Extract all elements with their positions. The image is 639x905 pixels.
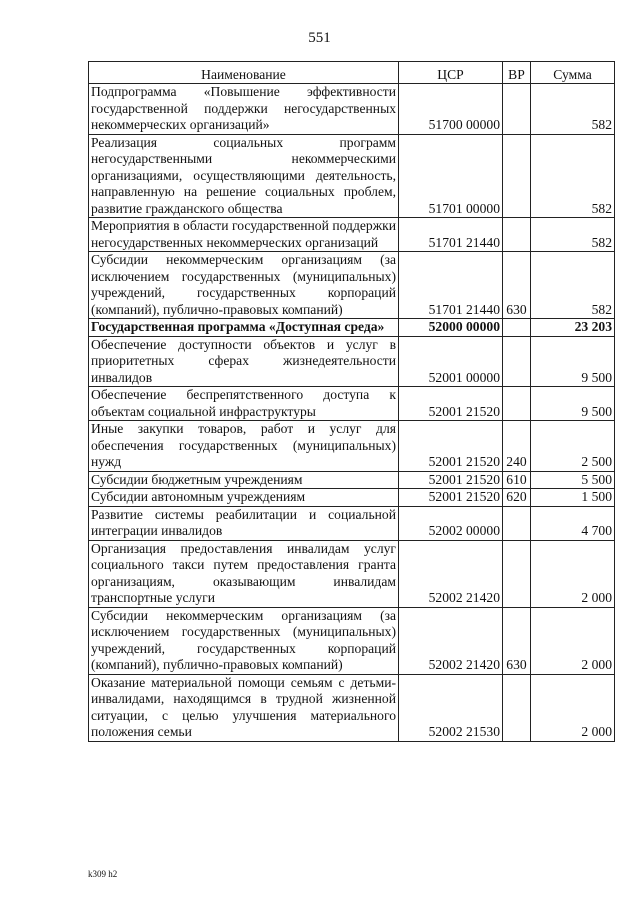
table-row [89, 471, 615, 489]
table-row [89, 319, 615, 337]
cell-csr: 52002 21420 [399, 607, 503, 674]
cell-csr: 52002 00000 [399, 506, 503, 540]
cell-sum: 2 000 [531, 540, 615, 607]
cell-csr: 52002 21420 [399, 540, 503, 607]
cell-sum: 582 [531, 134, 615, 218]
cell-csr: 52000 00000 [399, 319, 503, 337]
cell-sum: 582 [531, 252, 615, 319]
table-row [89, 607, 615, 674]
cell-sum: 4 700 [531, 506, 615, 540]
header-csr: ЦСР [399, 62, 503, 84]
table-row [89, 506, 615, 540]
cell-sum: 2 500 [531, 421, 615, 472]
cell-csr: 52001 21520 [399, 387, 503, 421]
cell-name: Обеспечение беспрепятственного доступа к объектам социальной инфраструктуры [89, 387, 399, 421]
cell-csr: 52001 21520 [399, 489, 503, 507]
cell-sum: 582 [531, 84, 615, 135]
cell-vr [503, 674, 531, 741]
cell-csr: 52001 00000 [399, 336, 503, 387]
table-row [89, 421, 615, 472]
table-row [89, 387, 615, 421]
cell-name: Субсидии некоммерческим организациям (за исключением государственных (муниципальных) учреждений, государственных корпораций (компаний), публично-правовых компаний) [89, 607, 399, 674]
cell-vr [503, 387, 531, 421]
cell-vr [503, 319, 531, 337]
cell-sum: 2 000 [531, 607, 615, 674]
cell-name: Государственная программа «Доступная среда» [89, 319, 399, 337]
header-vr: ВР [503, 62, 531, 84]
page-number: 551 [308, 30, 331, 46]
cell-name: Оказание материальной помощи семьям с детьми-инвалидами, находящимся в трудной жизненной ситуации, с целью улучшения материального положения семьи [89, 674, 399, 741]
table-row [89, 252, 615, 319]
cell-name: Подпрограмма «Повышение эффективности государственной поддержки негосударственных некоммерческих организаций» [89, 84, 399, 135]
cell-sum: 9 500 [531, 336, 615, 387]
table-row [89, 134, 615, 218]
cell-vr: 610 [503, 471, 531, 489]
header-name: Наименование [89, 62, 399, 84]
cell-name: Обеспечение доступности объектов и услуг в приоритетных сферах жизнедеятельности инвалидов [89, 336, 399, 387]
cell-name: Развитие системы реабилитации и социальной интеграции инвалидов [89, 506, 399, 540]
cell-name: Субсидии бюджетным учреждениям [89, 471, 399, 489]
budget-table [88, 61, 615, 742]
table-row [89, 489, 615, 507]
cell-sum: 23 203 [531, 319, 615, 337]
cell-csr: 51701 00000 [399, 134, 503, 218]
table-header-row [89, 62, 615, 84]
cell-sum: 2 000 [531, 674, 615, 741]
cell-vr [503, 506, 531, 540]
cell-csr: 52001 21520 [399, 471, 503, 489]
cell-sum: 5 500 [531, 471, 615, 489]
cell-vr [503, 540, 531, 607]
cell-vr: 620 [503, 489, 531, 507]
cell-sum: 582 [531, 218, 615, 252]
header-sum: Сумма [531, 62, 615, 84]
table-row [89, 336, 615, 387]
table-row [89, 218, 615, 252]
cell-name: Организация предоставления инвалидам услуг социального такси путем предоставления гранта организациям, оказывающим инвалидам транспортные услуги [89, 540, 399, 607]
cell-vr: 630 [503, 252, 531, 319]
cell-csr: 52002 21530 [399, 674, 503, 741]
cell-vr [503, 84, 531, 135]
cell-name: Иные закупки товаров, работ и услуг для обеспечения государственных (муниципальных) нужд [89, 421, 399, 472]
cell-name: Мероприятия в области государственной поддержки негосударственных некоммерческих организаций [89, 218, 399, 252]
cell-sum: 1 500 [531, 489, 615, 507]
footer-code: k309 h2 [88, 869, 118, 879]
cell-vr [503, 218, 531, 252]
cell-name: Субсидии автономным учреждениям [89, 489, 399, 507]
cell-name: Реализация социальных программ негосударственными некоммерческими организациями, осуществляющими деятельность, направленную на решение социальных проблем, развитие гражданского общества [89, 134, 399, 218]
cell-sum: 9 500 [531, 387, 615, 421]
cell-vr: 630 [503, 607, 531, 674]
cell-vr [503, 134, 531, 218]
table-row [89, 84, 615, 135]
cell-csr: 51700 00000 [399, 84, 503, 135]
cell-csr: 51701 21440 [399, 218, 503, 252]
cell-csr: 52001 21520 [399, 421, 503, 472]
cell-vr [503, 336, 531, 387]
table-row [89, 540, 615, 607]
cell-name: Субсидии некоммерческим организациям (за исключением государственных (муниципальных) учреждений, государственных корпораций (компаний), публично-правовых компаний) [89, 252, 399, 319]
cell-vr: 240 [503, 421, 531, 472]
table-row [89, 674, 615, 741]
cell-csr: 51701 21440 [399, 252, 503, 319]
